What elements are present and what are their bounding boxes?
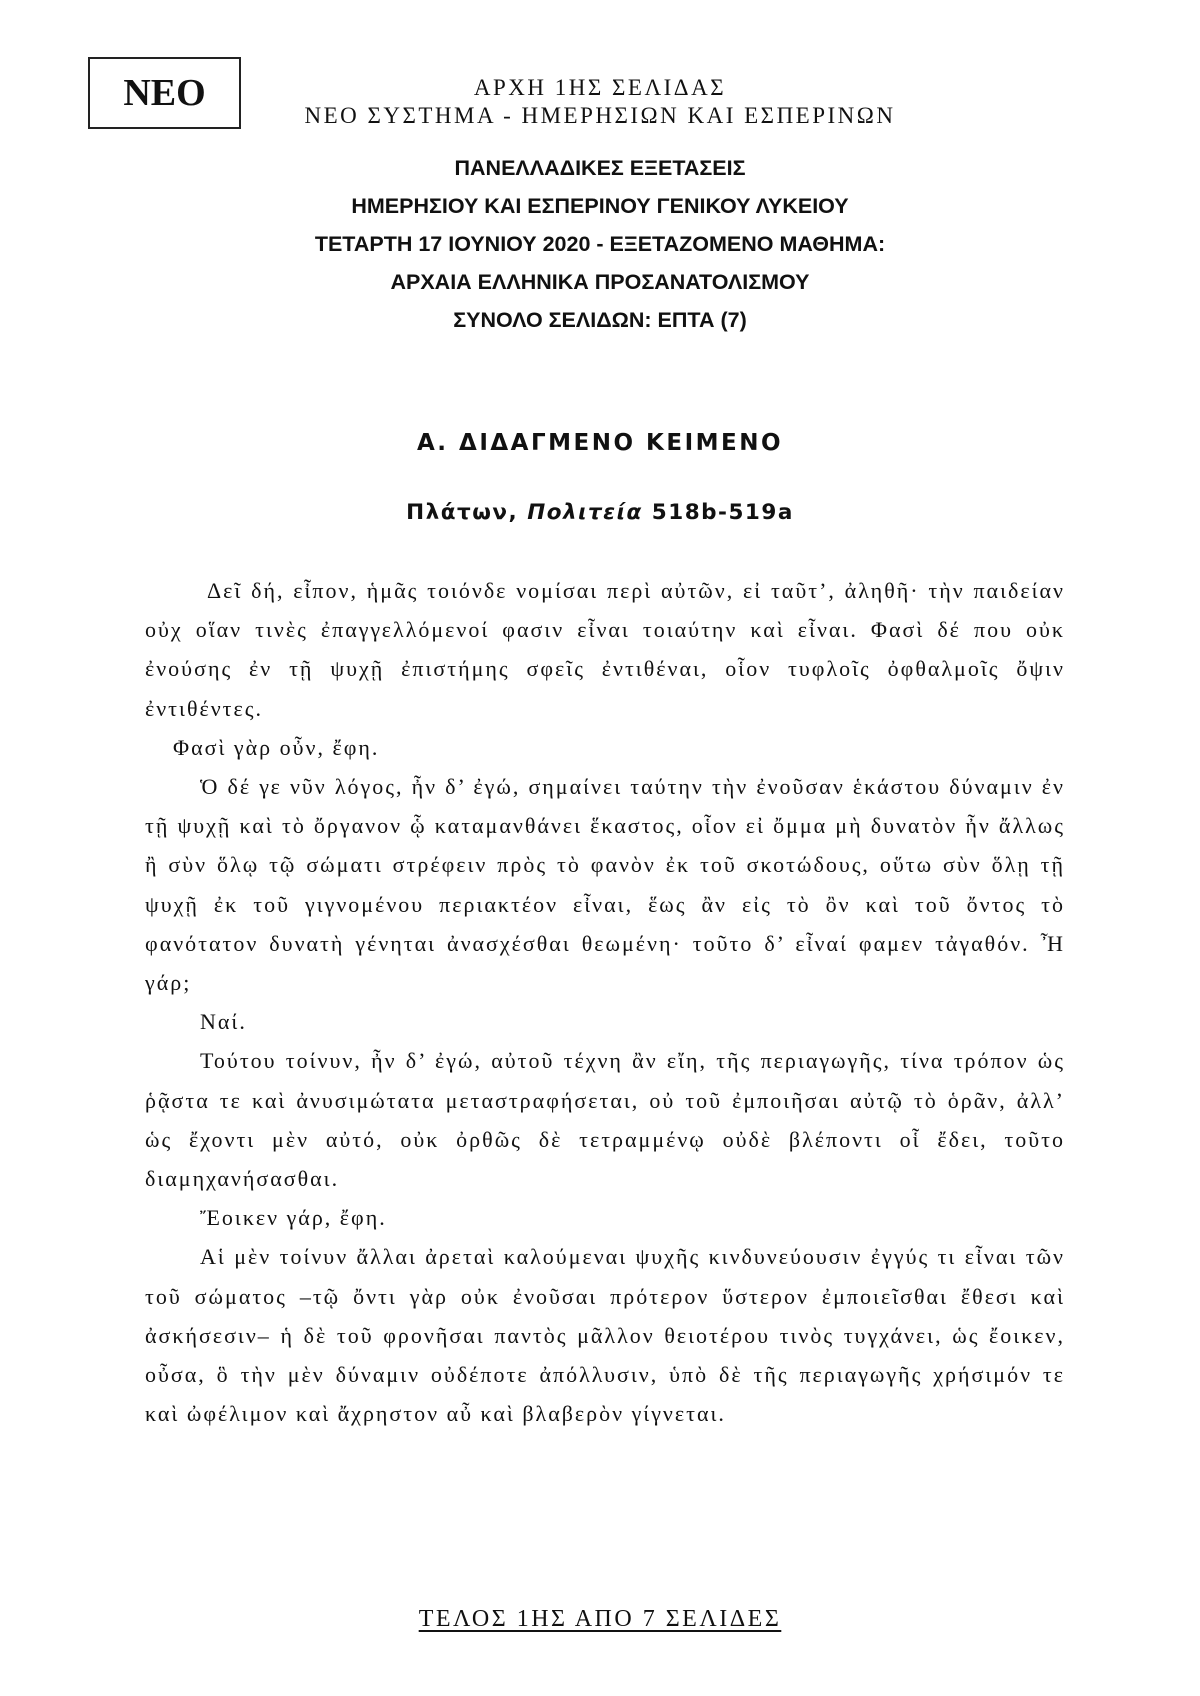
exam-title: ΠΑΝΕΛΛΑΔΙΚΕΣ ΕΞΕΤΑΣΕΙΣ	[454, 156, 746, 180]
new-system-badge: ΝΕΟ	[88, 57, 241, 129]
source-work: Πολιτεία	[527, 500, 643, 525]
section-title: Α. ΔΙΔΑΓΜΕΝΟ ΚΕΙΜΕΝΟ	[416, 430, 784, 456]
passage-paragraph: Φασὶ γὰρ οὖν, ἔφη.	[173, 734, 380, 760]
passage-paragraph: Δεῖ δή, εἶπον, ἡμᾶς τοιόνδε νομίσαι περὶ αὐτῶν, εἰ ταῦτ’, ἀληθῆ· τὴν παιδείαν οὐχ οἵαν τινὲς ἐπαγγελλόμενοί φασιν εἶναι τοιαύτην καὶ εἶναι. Φασὶ δέ που οὐκ ἐνούσης ἐν τῇ ψυχῇ ἐπιστήμης σφεῖς ἐντιθέναι, οἷον τυφλοῖς ὀφθαλμοῖς ὄψιν ἐντιθέντες.	[145, 578, 1065, 721]
passage-text	[145, 571, 1065, 1433]
passage-paragraph: Ἔοικεν γάρ, ἔφη.	[200, 1205, 387, 1231]
page-footer: ΤΕΛΟΣ 1ΗΣ ΑΠΟ 7 ΣΕΛΙΔΕΣ	[418, 1606, 782, 1632]
running-header-system: ΝΕΟ ΣΥΣΤΗΜΑ - ΗΜΕΡΗΣΙΩΝ ΚΑΙ ΕΣΠΕΡΙΝΩΝ	[304, 103, 896, 128]
source-author: Πλάτων,	[406, 500, 528, 525]
passage-paragraph: Ναί.	[200, 1009, 247, 1035]
passage-paragraph: Τούτου τοίνυν, ἦν δ’ ἐγώ, αὐτοῦ τέχνη ἂν εἴη, τῆς περιαγωγῆς, τίνα τρόπον ὡς ῥᾷστα τε καὶ ἀνυσιμώτατα μεταστραφήσεται, οὐ τοῦ ἐμποιῆσαι αὐτῷ τὸ ὁρᾶν, ἀλλ’ ὡς ἔχοντι μὲν αὐτό, οὐκ ὀρθῶς δὲ τετραμμένῳ οὐδὲ βλέποντι οἷ ἔδει, τοῦτο διαμηχανήσασθαι.	[145, 1048, 1065, 1192]
exam-page-count: ΣΥΝΟΛΟ ΣΕΛΙΔΩΝ: ΕΠΤΑ (7)	[453, 308, 747, 332]
passage-paragraph: Αἱ μὲν τοίνυν ἄλλαι ἀρεταὶ καλούμεναι ψυχῆς κινδυνεύουσιν ἐγγύς τι εἶναι τῶν τοῦ σώματος –τῷ ὄντι γὰρ οὐκ ἐνοῦσαι πρότερον ὕστερον ἐμποιεῖσθαι ἔθεσι καὶ ἀσκήσεσιν– ἡ δὲ τοῦ φρονῆσαι παντὸς μᾶλλον θειοτέρου τινὸς τυγχάνει, ὡς ἔοικεν, οὖσα, ὃ τὴν μὲν δύναμιν οὐδέποτε ἀπόλλυσιν, ὑπὸ δὲ τῆς περιαγωγῆς χρήσιμόν τε καὶ ὠφέλιμον καὶ ἄχρηστον αὖ καὶ βλαβερὸν γίγνεται.	[145, 1244, 1065, 1427]
exam-school-type: ΗΜΕΡΗΣΙΟΥ ΚΑΙ ΕΣΠΕΡΙΝΟΥ ΓΕΝΙΚΟΥ ΛΥΚΕΙΟΥ	[351, 194, 849, 218]
source-reference: 518b-519a	[642, 500, 794, 525]
passage-paragraph: Ὁ δέ γε νῦν λόγος, ἦν δ’ ἐγώ, σημαίνει ταύτην τὴν ἐνοῦσαν ἑκάστου δύναμιν ἐν τῇ ψυχῇ καὶ τὸ ὄργανον ᾧ καταμανθάνει ἕκαστος, οἷον εἰ ὄμμα μὴ δυνατὸν ἦν ἄλλως ἢ σὺν ὅλῳ τῷ σώματι στρέφειν πρὸς τὸ φανὸν ἐκ τοῦ σκοτώδους, οὕτω σὺν ὅλῃ τῇ ψυχῇ ἐκ τοῦ γιγνομένου περιακτέον εἶναι, ἕως ἂν εἰς τὸ ὂν καὶ τοῦ ὄντος τὸ φανότατον δυνατὴ γένηται ἀνασχέσθαι θεωμένη· τοῦτο δ’ εἶναί φαμεν τἀγαθόν. Ἦ γάρ;	[145, 774, 1065, 996]
exam-course-name: ΑΡΧΑΙΑ ΕΛΛΗΝΙΚΑ ΠΡΟΣΑΝΑΤΟΛΙΣΜΟΥ	[390, 270, 810, 294]
running-header-page-start: ΑΡΧΗ 1ΗΣ ΣΕΛΙΔΑΣ	[473, 75, 727, 100]
exam-date-subject: ΤΕΤΑΡΤΗ 17 ΙΟΥΝΙΟΥ 2020 - ΕΞΕΤΑΖΟΜΕΝΟ ΜΑΘΗΜΑ:	[314, 232, 886, 256]
source-citation	[0, 500, 1200, 525]
